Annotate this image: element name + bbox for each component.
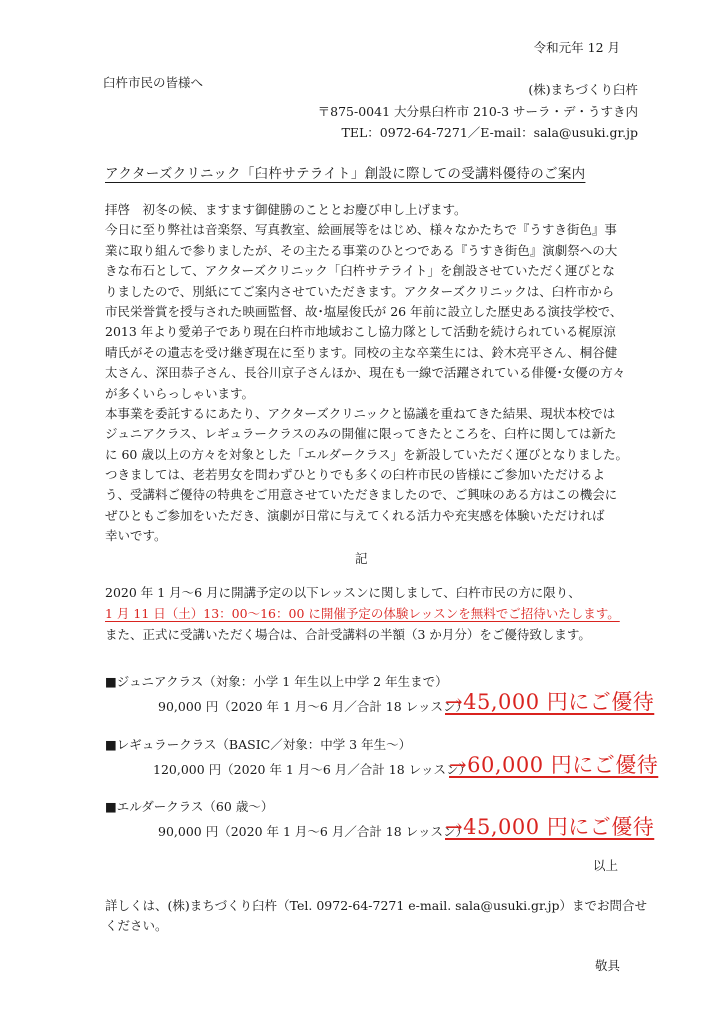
class-heading-junior: ■ジュニアクラス（対象：小学 1 年生以上中学 2 年生まで） [105, 674, 448, 689]
ki-heading: 記 [355, 551, 368, 566]
body-line: に 60 歳以上の方々を対象とした「エルダークラス」を新設していただく運びとなりました。 [105, 446, 628, 462]
class-price-regular: 120,000 円（2020 年 1 月～6 月／合計 18 レッスン） [153, 762, 472, 777]
body-line: 本事業を委託するにあたり、アクターズクリニックと協議を重ねてきた結果、現状本校では [105, 405, 616, 421]
body-line: ジュニアクラス、レギュラークラスのみの開催に限ってきたところを、臼杵に関しては新た [105, 426, 617, 442]
body-line: う、受講料ご優待の特典をご用意させていただきましたので、ご興味のある方はこの機会に [105, 487, 618, 503]
sender-name: (株)まちづくり臼杵 [528, 82, 638, 97]
body-line: 晴氏がその遺志を受け継ぎ現在に至ります。同校の主な卒業生には、鈴木亮平さん、桐谷健 [105, 344, 618, 360]
offer-line: 2020 年 1 月～6 月に開講予定の以下レッスンに関しまして、臼杵市民の方に限り、 [105, 585, 581, 600]
contact-block [105, 896, 647, 937]
body-line: きな布石として、アクターズクリニック「臼杵サテライト」を創設させていただく運びとな [105, 263, 615, 279]
sender-block [318, 79, 638, 144]
body-line: ぜひともご参加をいただき、演劇が日常に与えてくれる活力や充実感を体験いただければ [105, 507, 605, 523]
contact-line: 詳しくは、(株)まちづくり臼杵（Tel. 0972-64-7271 e-mail. sala@usuki.gr.jp）までお問合せ [105, 898, 647, 913]
class-discount-elder: →45,000 円にご優待 [445, 815, 655, 839]
body-line: が多くいらっしゃいます。 [105, 385, 255, 401]
body-line: 今日に至り弊社は音楽祭、写真教室、絵画展等をはじめ、様々なかたちで『うすき街色』事 [105, 222, 617, 238]
contact-line: ください。 [105, 918, 168, 934]
sender-contact: TEL：0972-64-7271／E-mail：sala@usuki.gr.jp [341, 125, 638, 140]
body-line: りましたので、別紙にてご案内させていただきます。アクターズクリニックは、臼杵市から [105, 283, 615, 299]
body-line: 幸いです。 [105, 528, 167, 544]
addressee: 臼杵市民の皆様へ [103, 75, 204, 90]
class-discount-regular: →60,000 円にご優待 [449, 753, 659, 777]
document-date: 令和元年 12 月 [533, 40, 620, 55]
body-text [105, 200, 645, 547]
body-line: 2013 年より愛弟子であり現在臼杵市地域おこし協力隊として活動を続けられている梶原涼 [105, 324, 616, 340]
closing-keigu: 敬具 [594, 958, 620, 973]
body-line: 業に取り組んで参りましたが、その主たる事業のひとつである『うすき街色』演劇祭への大 [105, 242, 618, 258]
class-heading-regular: ■レギュラークラス（BASIC／対象：中学 3 年生～） [105, 737, 412, 752]
body-line: 市民栄誉賞を授与された映画監督、故･塩屋俊氏が 26 年前に設立した歴史ある演技学校で、 [105, 303, 623, 319]
body-line: 拝啓 初冬の候、ますます御健勝のこととお慶び申し上げます。 [105, 202, 467, 217]
body-line: つきましては、老若男女を問わずひとりでも多くの臼杵市民の皆様にご参加いただけるよ [105, 467, 606, 483]
offer-block [105, 583, 620, 645]
offer-highlight-line: 1 月 11 日（土）13：00～16：00 に開催予定の体験レッスンを無料でご招待いたします。 [105, 605, 620, 621]
class-discount-junior: →45,000 円にご優待 [445, 690, 655, 714]
class-price-junior: 90,000 円（2020 年 1 月～6 月／合計 18 レッスン） [158, 699, 469, 714]
closing-ijou: 以上 [592, 858, 618, 873]
document-title: アクターズクリニック「臼杵サテライト」創設に際しての受講料優待のご案内 [105, 166, 586, 182]
class-heading-elder: ■エルダークラス（60 歳～） [105, 799, 274, 814]
class-price-elder: 90,000 円（2020 年 1 月～6 月／合計 18 レッスン） [158, 824, 469, 839]
sender-address: 〒875-0041 大分県臼杵市 210-3 サーラ・デ・うすき内 [317, 103, 638, 119]
offer-line: また、正式に受講いただく場合は、合計受講料の半額（3 か月分）をご優待致します。 [105, 626, 591, 642]
body-line: 太さん、深田恭子さん、長谷川京子さんほか、現在も一線で活躍されている俳優･女優の方々 [105, 365, 626, 381]
